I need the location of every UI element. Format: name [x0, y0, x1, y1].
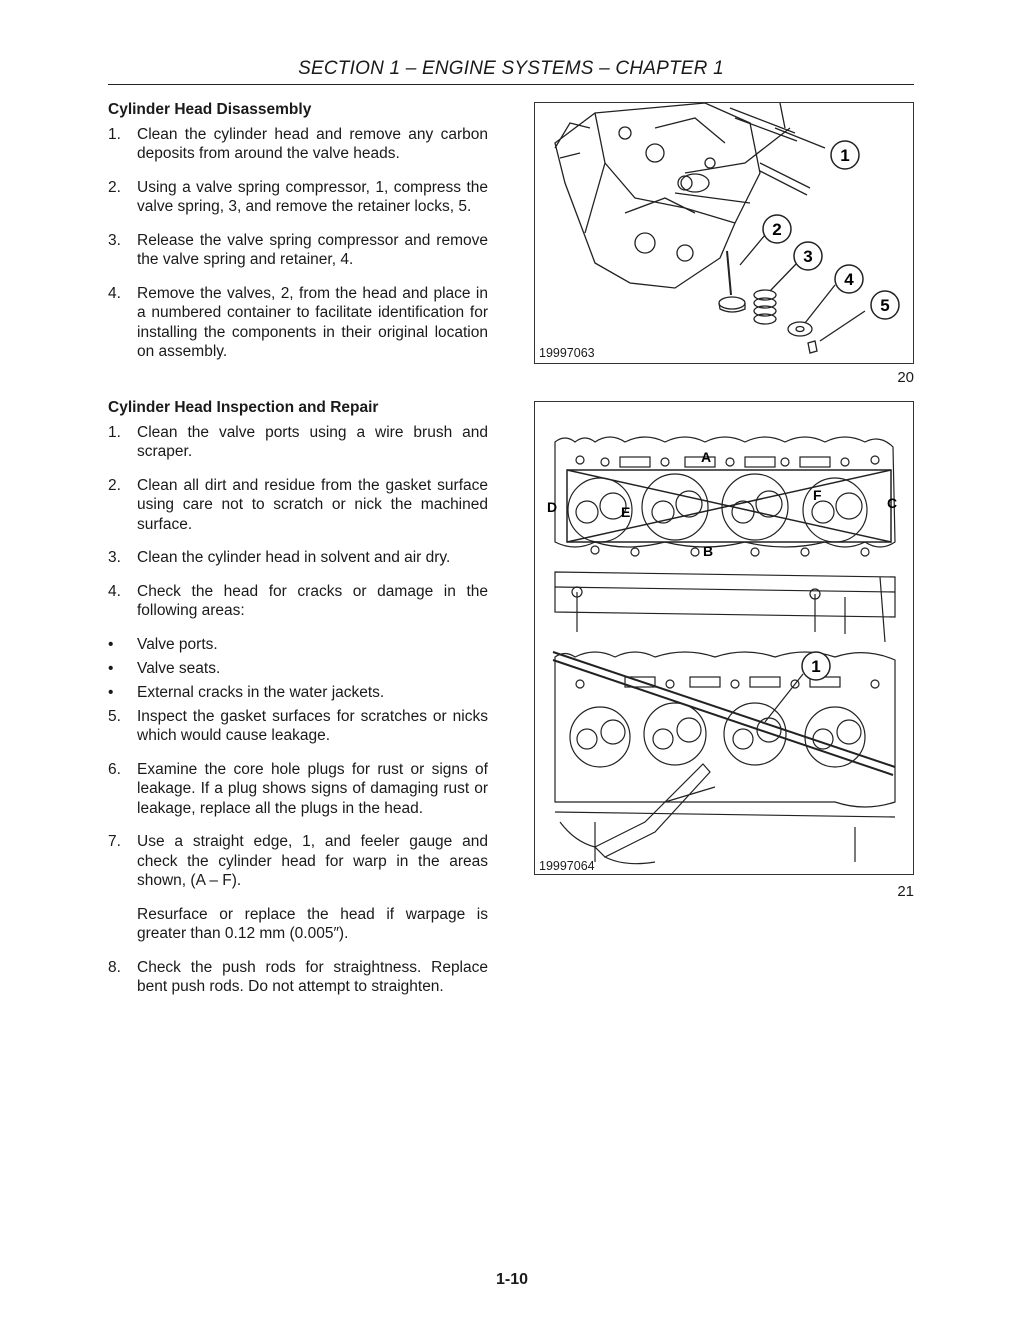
svg-text:1: 1: [840, 146, 850, 165]
list-item: [108, 284, 488, 362]
list-item: [108, 476, 488, 535]
step-text: Clean all dirt and residue from the gasket surface using care not to scratch or nick the machined surface.: [137, 476, 488, 533]
svg-text:5: 5: [880, 296, 890, 315]
bullet-item: [108, 659, 488, 679]
list-item: [108, 178, 488, 217]
figure-number: 20: [897, 369, 914, 386]
area-label-a: A: [701, 449, 712, 465]
bullet-mark: •: [108, 683, 114, 701]
area-label-d: D: [547, 499, 558, 515]
area-label-e: E: [621, 504, 631, 520]
list-item: [108, 125, 488, 164]
step-text: Check the push rods for straightness. Replace bent push rods. Do not attempt to straighten.: [137, 958, 488, 995]
step-number: 1.: [108, 125, 121, 143]
figure-20: [534, 102, 914, 364]
callout-4: [835, 265, 863, 293]
step-number: 2.: [108, 178, 121, 196]
section-heading: Cylinder Head Disassembly: [108, 101, 312, 118]
list-item: [108, 548, 488, 568]
list-item: [108, 832, 488, 891]
bullet-text: External cracks in the water jackets.: [137, 683, 385, 701]
step-text: Examine the core hole plugs for rust or signs of leakage. If a plug shows signs of damaging rust or leakage, replace all the plugs in the head.: [137, 760, 488, 817]
step-text: Release the valve spring compressor and remove the valve spring and retainer, 4.: [137, 231, 488, 268]
page-header: SECTION 1 – ENGINE SYSTEMS – CHAPTER 1: [298, 58, 724, 79]
step-text: Inspect the gasket surfaces for scratches or nicks which would cause leakage.: [137, 707, 488, 744]
bullet-mark: •: [108, 659, 114, 677]
step-number: 1.: [108, 423, 121, 441]
step-text: Check the head for cracks or damage in the following areas:: [137, 582, 488, 619]
figure-image-id: 19997063: [539, 346, 595, 360]
inspection-section: [108, 398, 488, 997]
step-text: Remove the valves, 2, from the head and place in a numbered container to facilitate identification for installing the components in their original location on assembly.: [137, 284, 488, 360]
step-number: 8.: [108, 958, 121, 976]
area-label-f: F: [813, 487, 822, 503]
list-item: [108, 231, 488, 270]
bullet-item: [108, 683, 488, 703]
step-text: Clean the cylinder head and remove any carbon deposits from around the valve heads.: [137, 125, 488, 162]
list-item: [108, 760, 488, 819]
figure-21: [534, 401, 914, 875]
step-number: 2.: [108, 476, 121, 494]
header-rule: [108, 84, 914, 85]
list-item: [108, 707, 488, 746]
svg-text:1: 1: [811, 657, 821, 676]
bullet-text: Valve seats.: [137, 659, 221, 677]
page-number: 1-10: [495, 1271, 529, 1288]
step-text: Clean the cylinder head in solvent and air dry.: [137, 549, 451, 566]
bullet-item: [108, 635, 488, 655]
section-heading: Cylinder Head Inspection and Repair: [108, 399, 379, 416]
cylinder-head-warp-illustration: [535, 402, 913, 874]
figure-image-id: 19997064: [539, 859, 595, 873]
list-item: [108, 582, 488, 621]
area-label-b: B: [703, 543, 714, 559]
svg-text:4: 4: [844, 270, 854, 289]
callout-1: [802, 652, 830, 680]
list-item: [108, 958, 488, 997]
callout-5: [871, 291, 899, 319]
svg-text:3: 3: [803, 247, 813, 266]
list-item: [108, 423, 488, 462]
callout-2: [763, 215, 791, 243]
step-text: Using a valve spring compressor, 1, compress the valve spring, 3, and remove the retainer locks, 5.: [137, 178, 488, 215]
step-number: 4.: [108, 582, 121, 600]
disassembly-section: [108, 100, 488, 362]
note-paragraph: Resurface or replace the head if warpage is greater than 0.12 mm (0.005″).: [137, 905, 488, 942]
step-number: 7.: [108, 833, 121, 850]
step-text: Clean the valve ports using a wire brush and scraper.: [137, 423, 488, 460]
step-number: 6.: [108, 760, 121, 778]
callout-1: [831, 141, 859, 169]
step-text: Use a straight edge, 1, and feeler gauge and check the cylinder head for warp in the areas shown, (A – F).: [137, 833, 488, 889]
step-number: 3.: [108, 231, 121, 249]
bullet-text: Valve ports.: [137, 635, 218, 653]
figure-number: 21: [897, 883, 914, 900]
svg-text:2: 2: [772, 220, 782, 239]
bullet-mark: •: [108, 635, 114, 653]
area-label-c: C: [887, 495, 898, 511]
callout-3: [794, 242, 822, 270]
step-number: 4.: [108, 284, 121, 302]
valve-assembly-illustration: [535, 103, 913, 363]
step-number: 3.: [108, 549, 121, 566]
step-number: 5.: [108, 707, 121, 725]
